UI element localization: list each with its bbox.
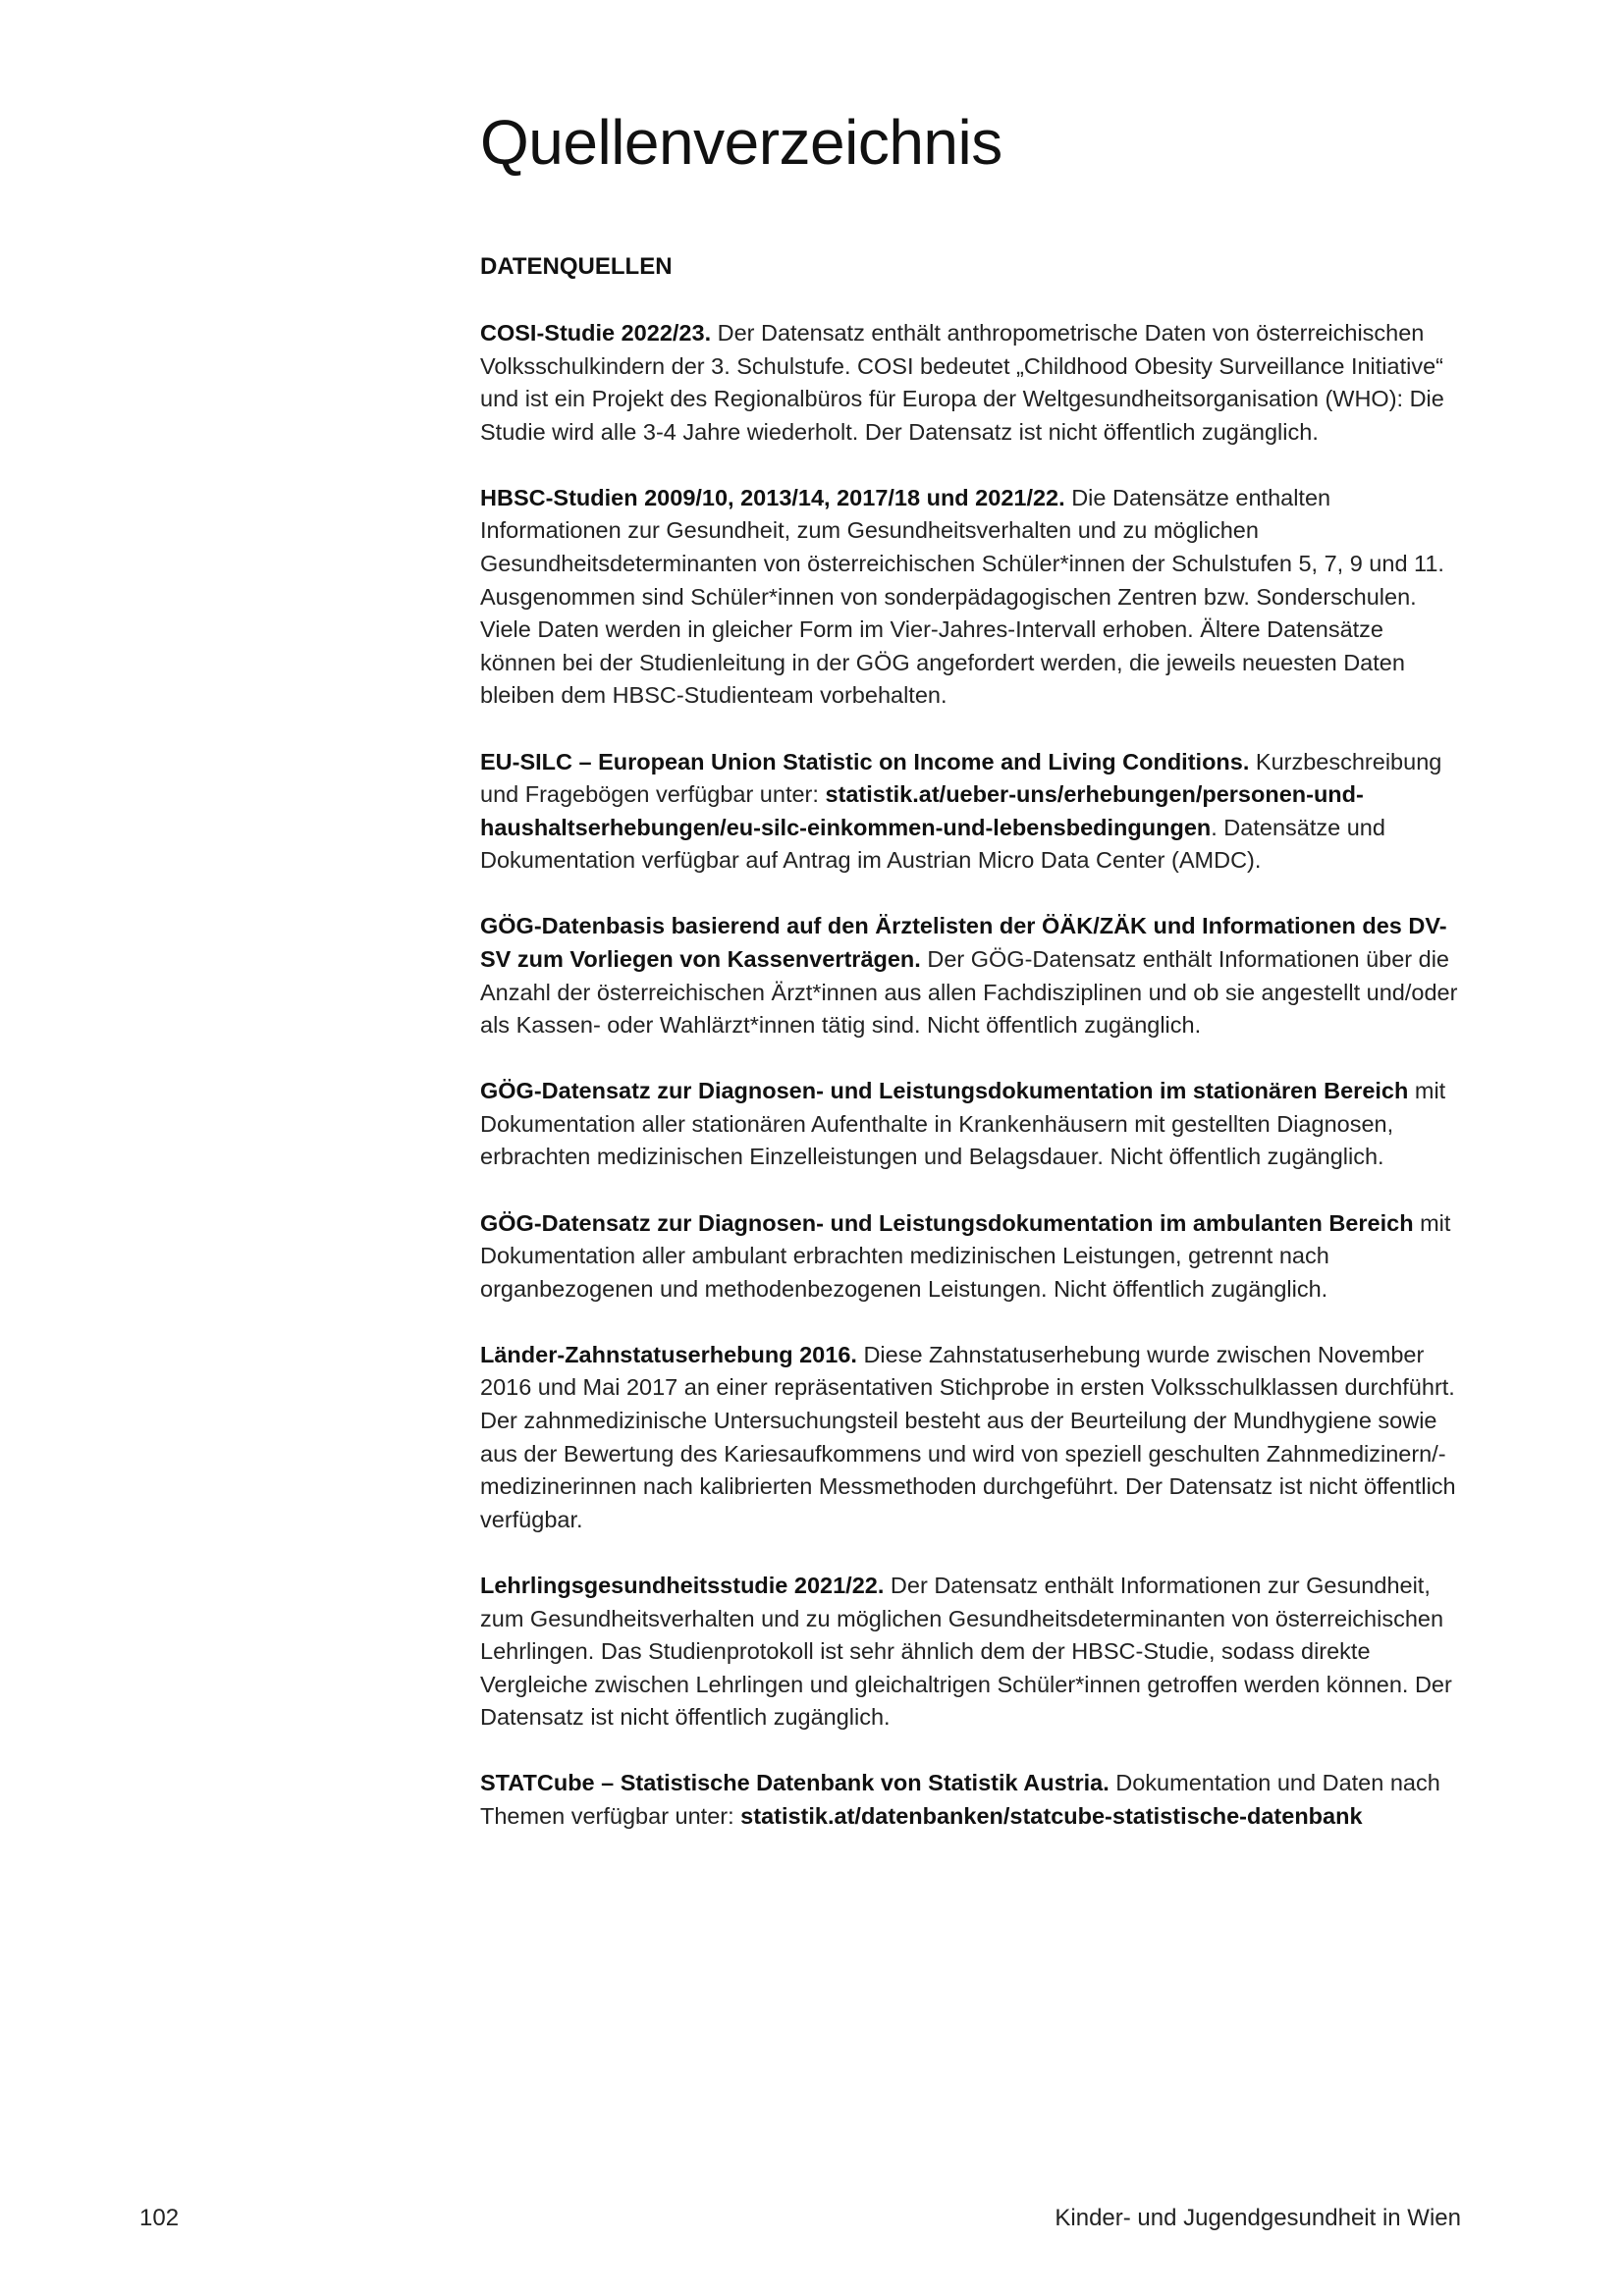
footer-page-number: 102 bbox=[139, 2205, 180, 2231]
entry-text: Kurzbeschreibung und Fragebögen verfügbar unter: bbox=[480, 748, 1442, 808]
entry-title: GÖG-Datensatz zur Diagnosen- und Leistungsdokumentation im ambulanten Bereich bbox=[480, 1209, 1414, 1236]
entry-goeg-ambulant bbox=[480, 1207, 1460, 1307]
entry-title: GÖG-Datenbasis basierend auf den Ärztelisten der ÖÄK/ZÄK und Informationen des DV-SV zum Vorliegen von Kassenverträgen. bbox=[480, 913, 1447, 972]
entry-title: COSI-Studie 2022/23. bbox=[480, 320, 712, 346]
entry-hbsc bbox=[480, 482, 1460, 713]
entry-goeg-stationaer bbox=[480, 1075, 1460, 1174]
entry-lehrlingsstudie bbox=[480, 1570, 1460, 1735]
entry-title: GÖG-Datensatz zur Diagnosen- und Leistungsdokumentation im stationären Bereich bbox=[480, 1078, 1409, 1104]
entry-zahnstatus bbox=[480, 1339, 1460, 1537]
footer-publication-title: Kinder- und Jugendgesundheit in Wien bbox=[1055, 2205, 1461, 2231]
main-content bbox=[480, 250, 1460, 1866]
entry-title: EU-SILC – European Union Statistic on Income and Living Conditions. bbox=[480, 748, 1250, 774]
entry-title: STATCube – Statistische Datenbank von Statistik Austria. bbox=[480, 1770, 1110, 1796]
entry-title: Länder-Zahnstatuserhebung 2016. bbox=[480, 1341, 857, 1367]
entry-statcube bbox=[480, 1767, 1460, 1833]
entry-text: Dokumentation und Daten nach Themen verfügbar unter: bbox=[480, 1770, 1440, 1829]
entry-title: Lehrlingsgesundheitsstudie 2021/22. bbox=[480, 1572, 885, 1598]
entry-text: Der Datensatz enthält Informationen zur Gesundheit, zum Gesundheitsverhalten und zu möglichen Gesundheitsdeterminanten von österreichischen Lehrlingen. Das Studienprotokoll ist sehr ähnlich dem der HBSC-Studie, sodass direkte Vergleiche zwischen Lehrlingen und gleichaltrigen Schüler*innen getroffen werden können. Der Datensatz ist nicht öffentlich zugänglich. bbox=[480, 1572, 1452, 1731]
entry-link[interactable]: statistik.at/datenbanken/statcube-statistische-datenbank bbox=[740, 1802, 1363, 1829]
entry-text: Die Datensätze enthalten Informationen zur Gesundheit, zum Gesundheitsverhalten und zu möglichen Gesundheitsdeterminanten von österreichischen Schüler*innen der Schulstufen 5, 7, 9 und 11. Ausgenommen sind Schüler*innen von sonderpädagogischen Zentren bzw. Sonderschulen. Viele Daten werden in gleicher Form im Vier-Jahres-Intervall erhoben. Ältere Datensätze können bei der Studienleitung in der GÖG angefordert werden, die jeweils neuesten Daten bleiben dem HBSC-Studienteam vorbehalten. bbox=[480, 484, 1444, 709]
entry-text-after: . Datensätze und Dokumentation verfügbar auf Antrag im Austrian Micro Data Center (AMDC). bbox=[480, 814, 1385, 874]
entry-text: Der GÖG-Datensatz enthält Informationen über die Anzahl der österreichischen Ärzt*innen aus allen Fachdisziplinen und ob sie angestellt und/oder als Kassen- oder Wahlärzt*innen tätig sind. Nicht öffentlich zugänglich. bbox=[480, 946, 1458, 1039]
entry-eu-silc bbox=[480, 746, 1460, 878]
entry-text: Diese Zahnstatuserhebung wurde zwischen November 2016 und Mai 2017 an einer repräsentativen Stichprobe in ersten Volksschulklassen durchführt. Der zahnmedizinische Untersuchungsteil besteht aus der Beurteilung der Mundhygiene sowie aus der Bewertung des Kariesaufkommens und wird von speziell geschulten Zahnmedizinern/-medizinerinnen nach kalibrierten Messmethoden durchgeführt. Der Datensatz ist nicht öffentlich verfügbar. bbox=[480, 1341, 1456, 1532]
entry-text: Der Datensatz enthält anthropometrische Daten von österreichischen Volksschulkindern der 3. Schulstufe. COSI bedeutet „Childhood Obesity Surveillance Initiative“ und ist ein Projekt des Regionalbüros für Europa der Weltgesundheitsorganisation (WHO): Die Studie wird alle 3-4 Jahre wiederholt. Der Datensatz ist nicht öffentlich zugänglich. bbox=[480, 320, 1444, 445]
entry-title: HBSC-Studien 2009/10, 2013/14, 2017/18 und 2021/22. bbox=[480, 484, 1065, 510]
entry-text: mit Dokumentation aller stationären Aufenthalte in Krankenhäusern mit gestellten Diagnosen, erbrachten medizinischen Einzelleistungen und Belagsdauer. Nicht öffentlich zugänglich. bbox=[480, 1078, 1446, 1170]
entry-goeg-aerztelisten bbox=[480, 910, 1460, 1041]
entry-text: mit Dokumentation aller ambulant erbrachten medizinischen Leistungen, getrennt nach organbezogenen und methodenbezogenen Leistungen. Nicht öffentlich zugänglich. bbox=[480, 1209, 1451, 1302]
entry-cosi bbox=[480, 317, 1460, 449]
entry-link[interactable]: statistik.at/ueber-uns/erhebungen/personen-und-haushaltserhebungen/eu-silc-einkommen-und-lebensbedingungen bbox=[480, 781, 1364, 840]
page-title: Quellenverzeichnis bbox=[480, 107, 1002, 178]
section-heading: DATENQUELLEN bbox=[480, 253, 673, 280]
